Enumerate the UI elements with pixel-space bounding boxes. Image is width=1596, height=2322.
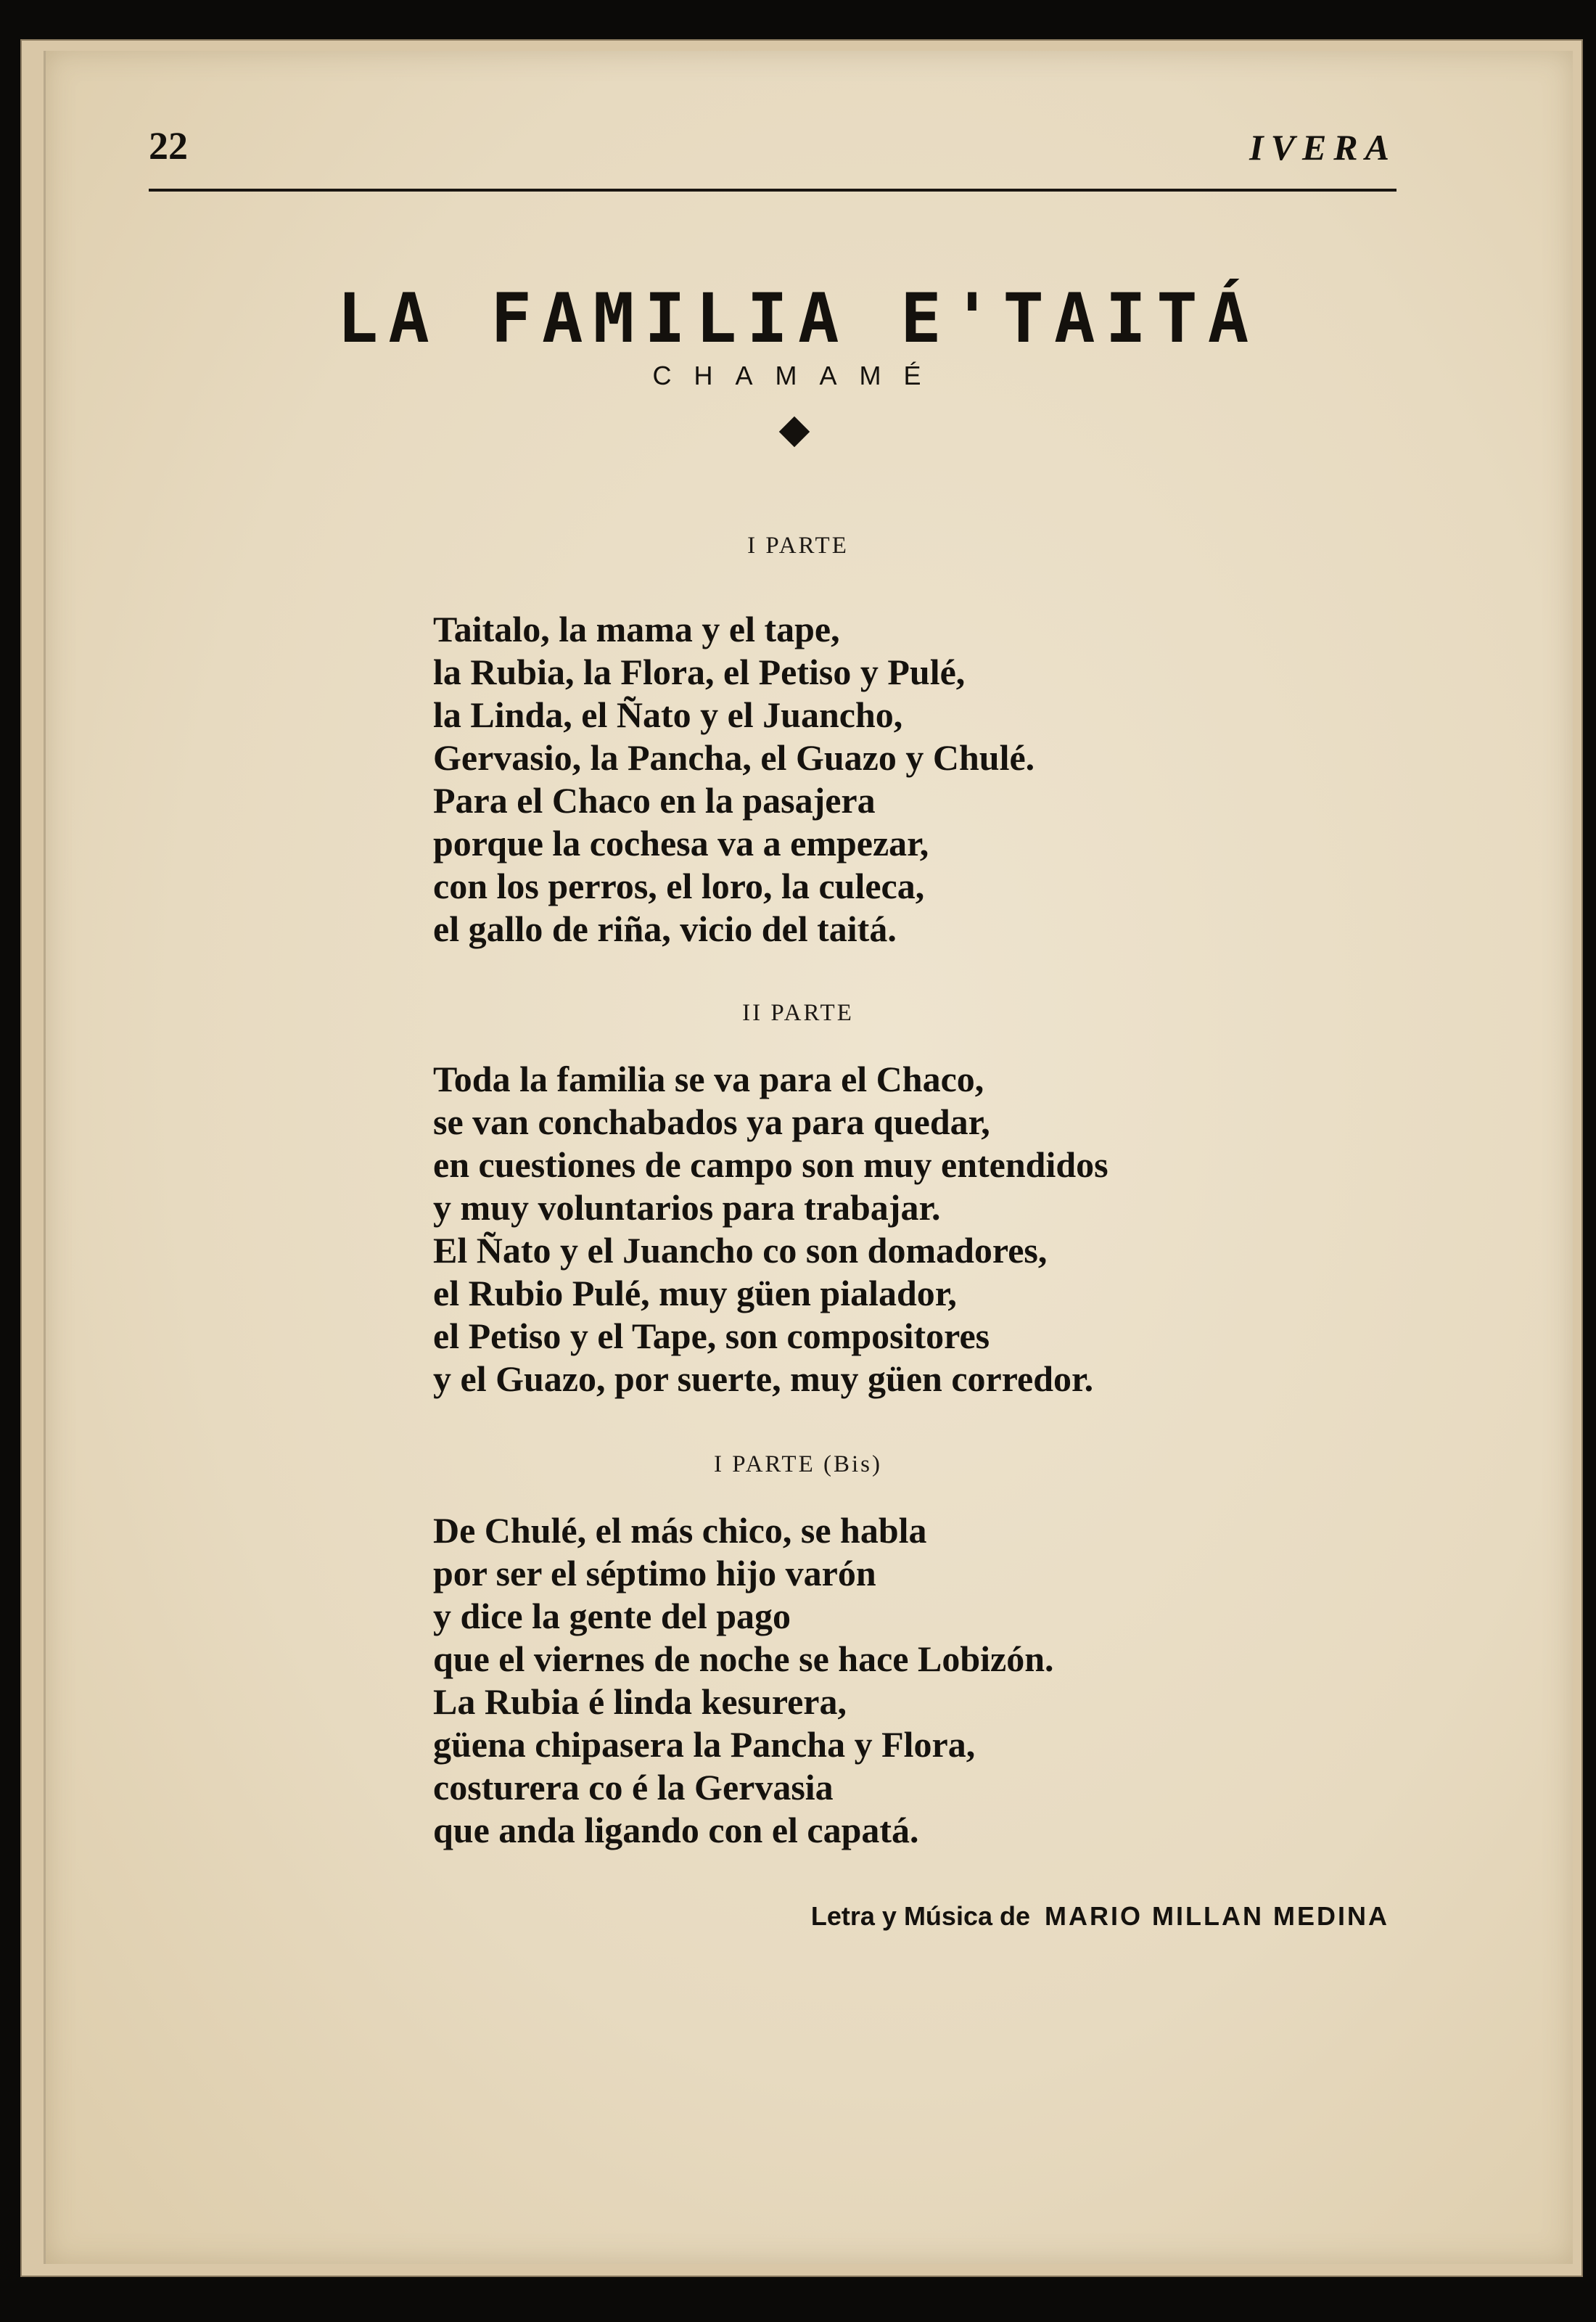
stanza-line: la Linda, el Ñato y el Juancho,	[433, 694, 903, 735]
page-header	[149, 123, 1396, 192]
song-title: LA FAMILIA E'TAITÁ	[337, 279, 1259, 358]
stanza-line: Taitalo, la mama y el tape,	[433, 609, 840, 649]
credits-prefix: Letra y Música de	[810, 1901, 1031, 1931]
stanza-line: el Petiso y el Tape, son compositores	[433, 1316, 990, 1356]
stanza-line: De Chulé, el más chico, se habla	[433, 1510, 927, 1551]
stanza-line: Para el Chaco en la pasajera	[433, 780, 876, 821]
stanza-line: La Rubia é linda kesurera,	[433, 1681, 847, 1722]
stanza-1	[433, 608, 1034, 951]
section-heading-2: II PARTE	[742, 1000, 854, 1026]
stanza-line: Toda la familia se va para el Chaco,	[433, 1059, 984, 1099]
stanza-line: Gervasio, la Pancha, el Guazo y Chulé.	[433, 737, 1035, 778]
stanza-line: el gallo de riña, vicio del taitá.	[433, 908, 897, 949]
stanza-line: se van conchabados ya para quedar,	[433, 1101, 990, 1142]
stanza-3	[433, 1509, 1054, 1852]
stanza-2	[433, 1058, 1108, 1400]
stanza-line: por ser el séptimo hijo varón	[433, 1553, 876, 1593]
song-genre: CHAMAMÉ	[652, 361, 944, 390]
stanza-line: en cuestiones de campo son muy entendidos	[433, 1144, 1108, 1185]
section-heading-1: I PARTE	[747, 533, 849, 559]
stanza-line: con los perros, el loro, la culeca,	[433, 866, 925, 906]
stanza-line: que el viernes de noche se hace Lobizón.	[433, 1638, 1054, 1679]
credits-author: MARIO MILLAN MEDINA	[1045, 1901, 1389, 1931]
stanza-line: la Rubia, la Flora, el Petiso y Pulé,	[433, 652, 966, 692]
stanza-line: y muy voluntarios para trabajar.	[433, 1187, 941, 1228]
running-title: IVERA	[1249, 127, 1396, 168]
stanza-line: güena chipasera la Pancha y Flora,	[433, 1724, 976, 1765]
section-heading-3: I PARTE (Bis)	[714, 1451, 882, 1477]
stanza-line: el Rubio Pulé, muy güen pialador,	[433, 1273, 957, 1313]
stanza-line: que anda ligando con el capatá.	[433, 1810, 919, 1850]
stanza-line: porque la cochesa va a empezar,	[433, 823, 929, 863]
stanza-line: El Ñato y el Juancho co son domadores,	[433, 1230, 1048, 1271]
song-credits	[811, 1901, 1389, 1932]
stanza-line: y el Guazo, por suerte, muy güen corredor.	[433, 1358, 1094, 1399]
page-number: 22	[149, 124, 188, 168]
stanza-line: costurera co é la Gervasia	[433, 1767, 834, 1808]
stanza-line: y dice la gente del pago	[433, 1596, 791, 1636]
